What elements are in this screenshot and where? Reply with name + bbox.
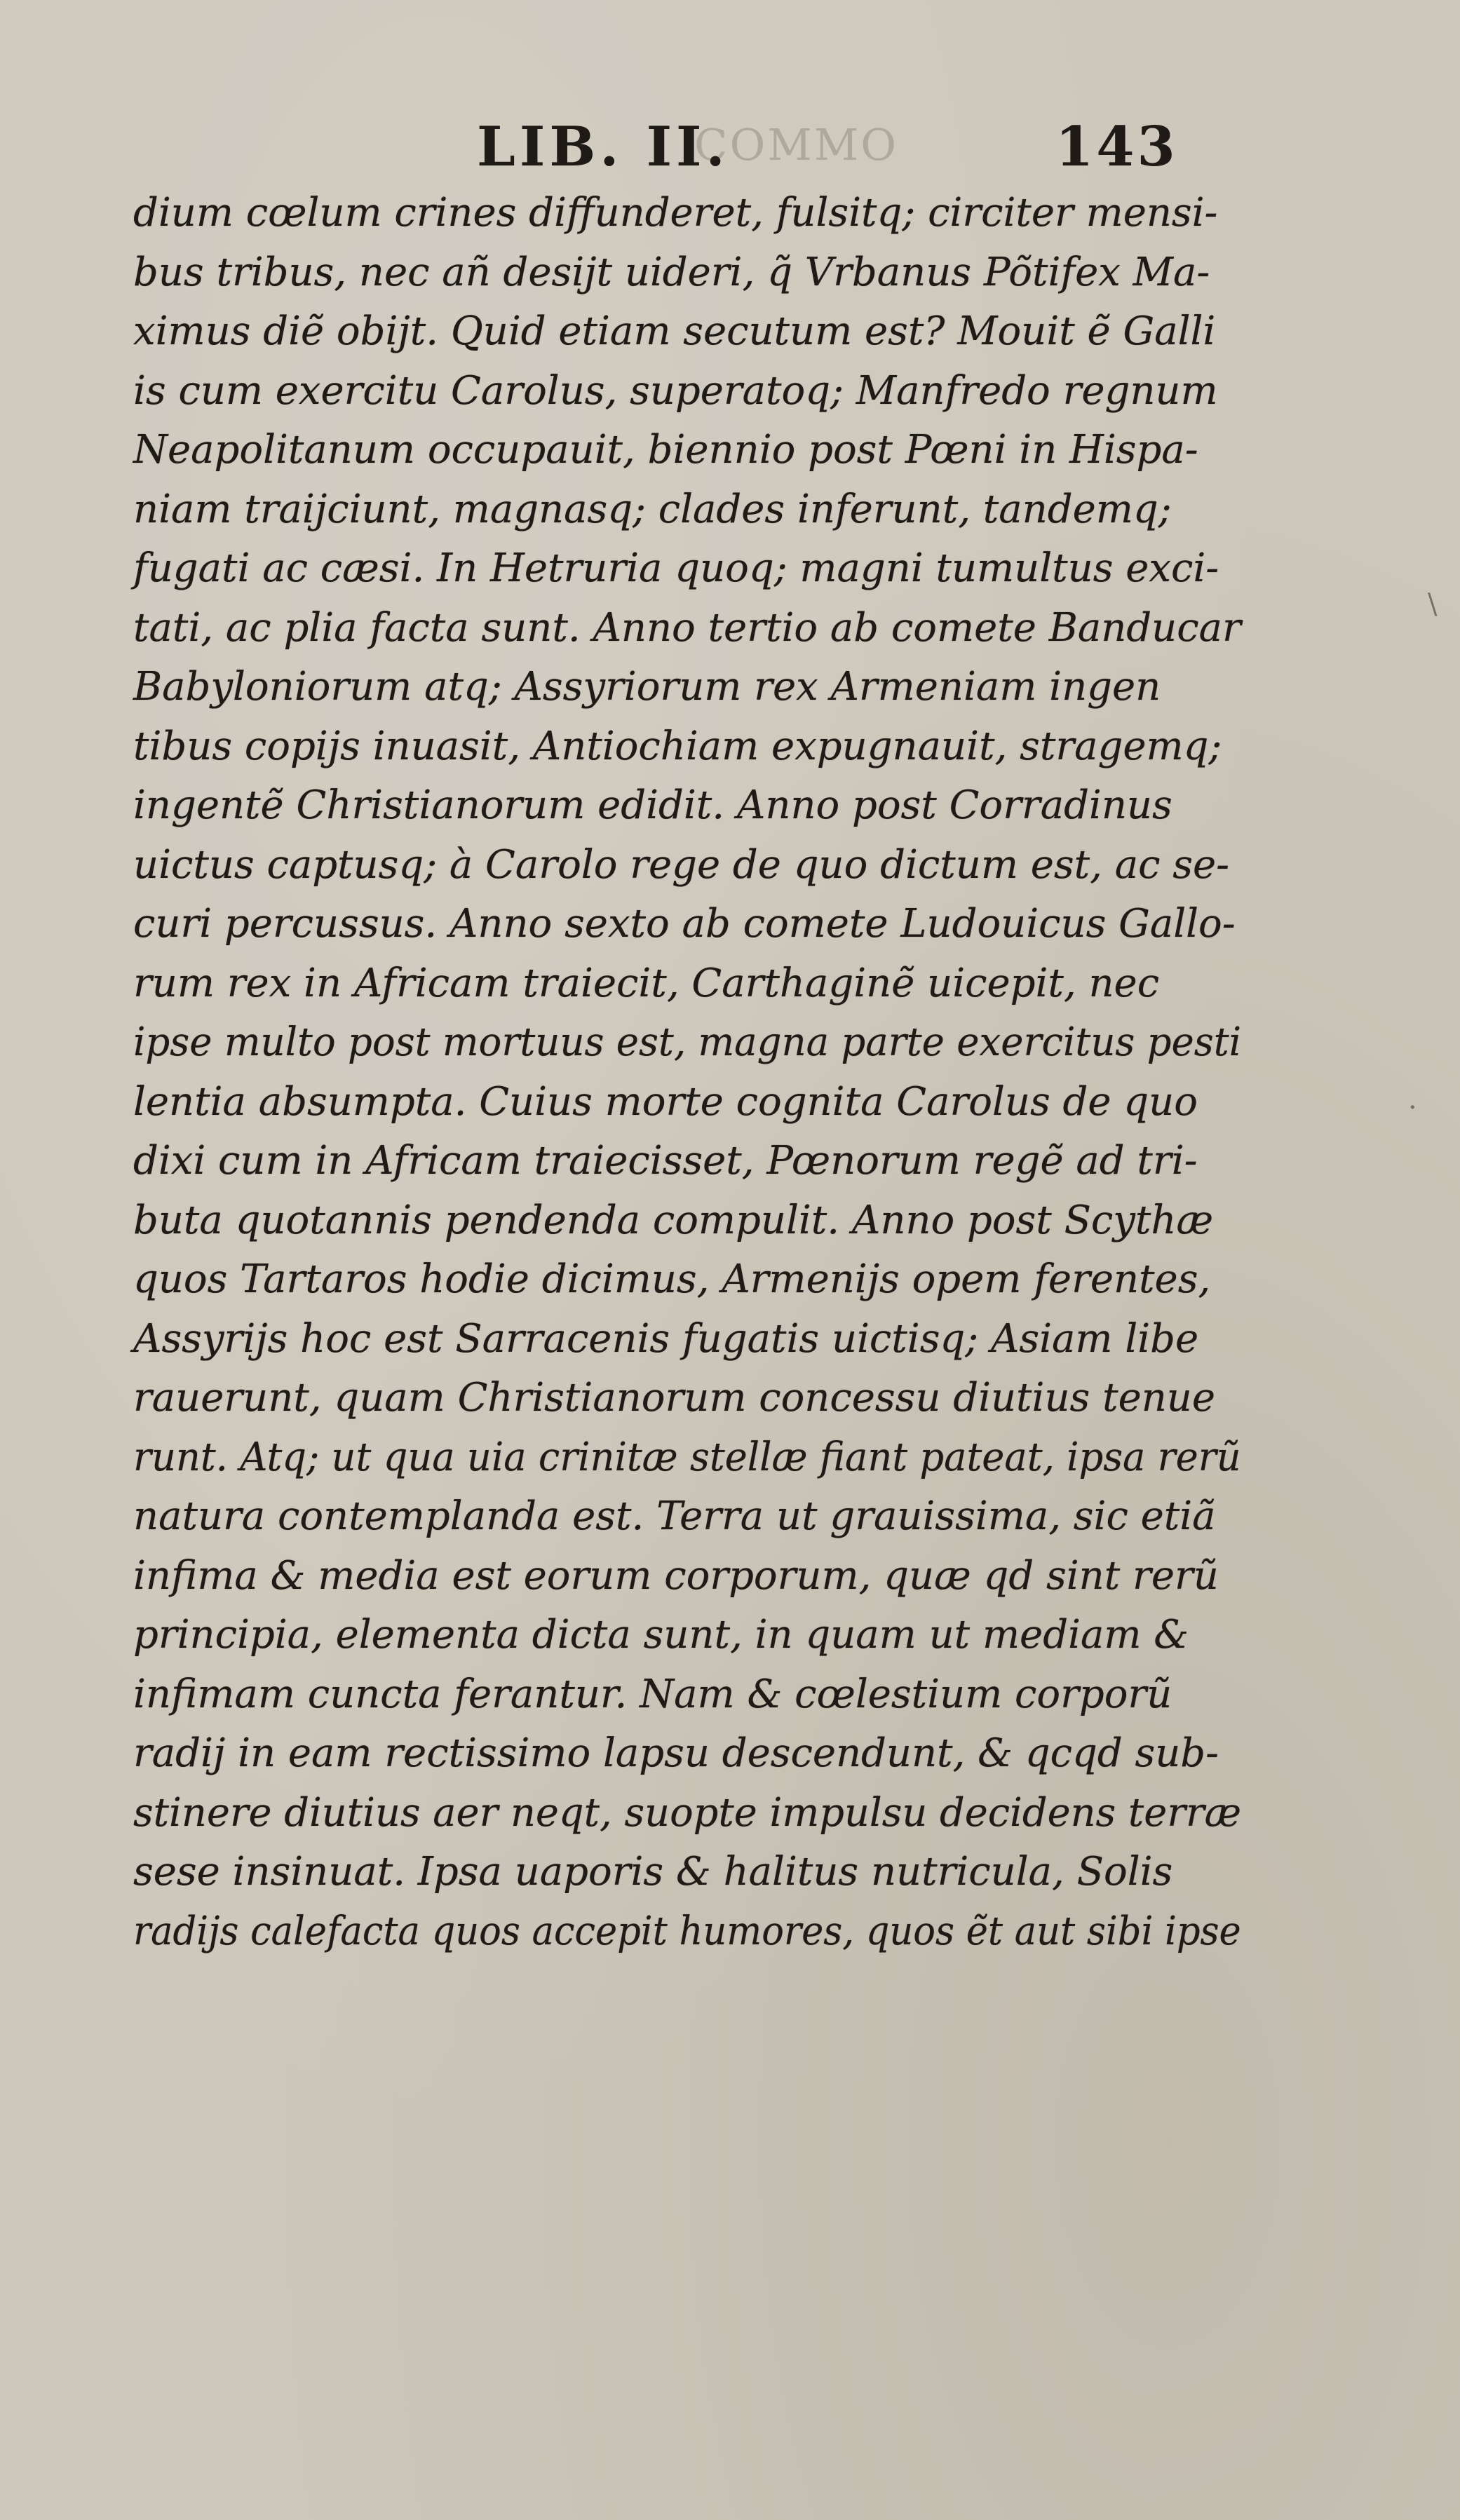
text-line: natura contemplanda est. Terra ut grauissima, sic etiã	[133, 1493, 1216, 1539]
running-head-title: LIB. II.	[477, 115, 729, 179]
text-line: fugati ac cæsi. In Hetruria quoq; magni tumultus exci-	[133, 546, 1219, 591]
text-line: principia, elementa dicta sunt, in quam ut mediam &	[133, 1612, 1189, 1658]
text-line: sese insinuat. Ipsa uaporis & halitus nutricula, Solis	[133, 1849, 1173, 1895]
text-line: dium cœlum crines diffunderet, fulsitq; circiter mensi-	[133, 190, 1218, 236]
text-line: infimam cuncta ferantur. Nam & cœlestium corporũ	[133, 1671, 1172, 1717]
page-number: 143	[1055, 115, 1178, 179]
text-line: rum rex in Africam traiecit, Carthaginẽ uicepit, nec	[133, 960, 1160, 1006]
text-line: ximus diẽ obijt. Quid etiam secutum est? Mouit ẽ Galli	[133, 309, 1216, 354]
text-line: Assyrijs hoc est Sarracenis fugatis uictisq; Asiam libe	[133, 1315, 1199, 1362]
text-line: ingentẽ Christianorum edidit. Anno post Corradinus	[133, 783, 1172, 828]
body-text	[133, 184, 1241, 1961]
margin-mark: \	[1428, 588, 1438, 621]
text-line: niam traijciunt, magnasq; clades inferunt, tandemq;	[133, 486, 1172, 532]
text-line: tibus copijs inuasit, Antiochiam expugnauit, stragemq;	[133, 723, 1222, 769]
text-line: lentia absumpta. Cuius morte cognita Carolus de quo	[133, 1078, 1198, 1125]
text-line: stinere diutius aer neqt, suopte impulsu decidens terræ	[133, 1789, 1242, 1836]
text-line: ipse multo post mortuus est, magna parte exercitus pesti	[133, 1019, 1242, 1065]
text-line: radij in eam rectissimo lapsu descendunt, & qcqd sub-	[133, 1730, 1219, 1776]
text-line: buta quotannis pendenda compulit. Anno post Scythæ	[133, 1197, 1214, 1243]
text-line: tati, ac plia facta sunt. Anno tertio ab comete Banducar	[133, 604, 1241, 651]
text-line: is cum exercitu Carolus, superatoq; Manfredo regnum	[133, 367, 1218, 414]
show-through-text: COMMO	[694, 119, 899, 170]
text-line: rauerunt, quam Christianorum concessu diutius tenue	[133, 1375, 1215, 1421]
text-line: curi percussus. Anno sexto ab comete Ludouicus Gallo-	[133, 901, 1236, 947]
text-line: infima & media est eorum corporum, quæ qd sint rerũ	[133, 1552, 1219, 1599]
text-line: radijs calefacta quos accepit humores, quos ẽt aut sibi ipse	[133, 1908, 1241, 1954]
text-line: Babyloniorum atq; Assyriorum rex Armeniam ingen	[133, 664, 1161, 710]
text-line: runt. Atq; ut qua uia crinitæ stellæ fiant pateat, ipsa rerũ	[133, 1434, 1241, 1480]
text-line: quos Tartaros hodie dicimus, Armenijs opem ferentes,	[133, 1256, 1211, 1302]
running-header	[0, 105, 1460, 182]
text-line: uictus captusq; à Carolo rege de quo dictum est, ac se-	[133, 841, 1230, 888]
text-line: dixi cum in Africam traiecisset, Pœnorum regẽ ad tri-	[133, 1138, 1198, 1184]
text-line: Neapolitanum occupauit, biennio post Pœni in Hispa-	[133, 427, 1198, 473]
text-line: bus tribus, nec añ desijt uideri, q̃ Vrbanus Põtifex Ma-	[133, 249, 1210, 295]
margin-mark: ·	[1408, 1092, 1417, 1124]
